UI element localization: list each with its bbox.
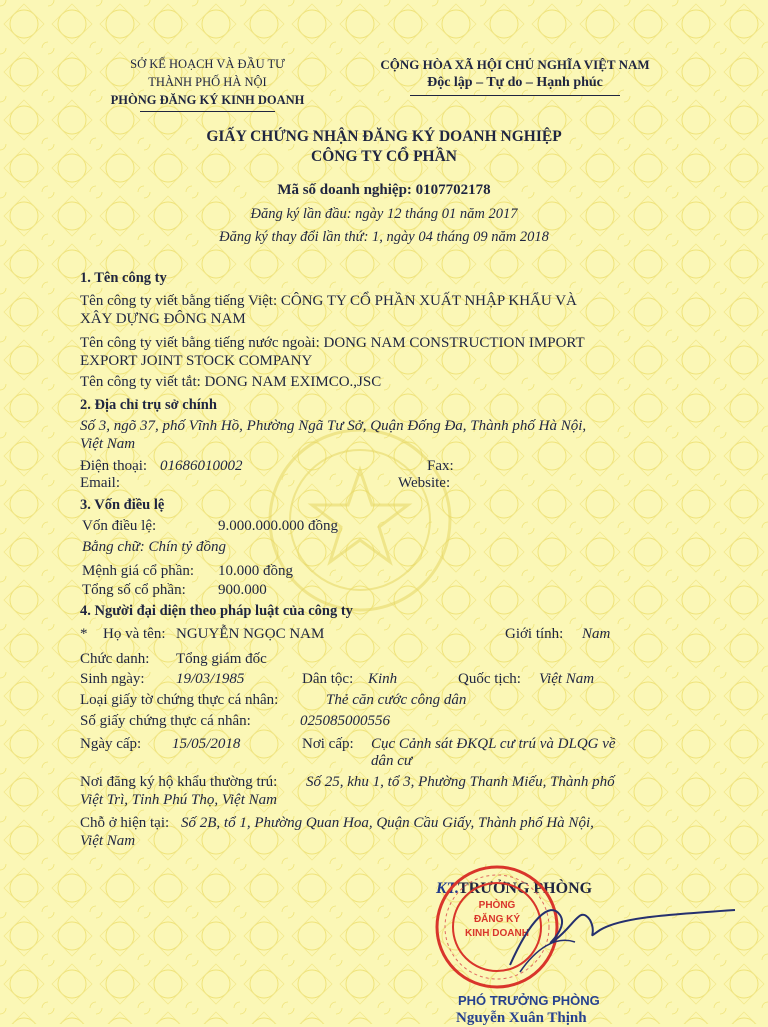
signer-name: Nguyễn Xuân Thịnh bbox=[456, 1010, 587, 1026]
capital-value: 9.000.000.000 đồng bbox=[218, 518, 338, 534]
permanent-address-line-1: Số 25, khu 1, tổ 3, Phường Thanh Miếu, Thành phố bbox=[306, 774, 615, 790]
national-motto: Độc lập – Tự do – Hạnh phúc bbox=[427, 75, 603, 90]
dob-value: 19/03/1985 bbox=[176, 671, 245, 687]
current-address-label: Chỗ ở hiện tại: bbox=[80, 815, 170, 831]
short-name: Tên công ty viết tắt: DONG NAM EXIMCO.,JSC bbox=[80, 374, 382, 390]
current-address-line-1: Số 2B, tổ 1, Phường Quan Hoa, Quận Cầu Giấy, Thành phố Hà Nội, bbox=[181, 815, 594, 831]
permanent-address-line-2: Việt Trì, Tỉnh Phú Thọ, Việt Nam bbox=[80, 792, 277, 808]
issue-place-line-1: Cục Cảnh sát ĐKQL cư trú và DLQG về bbox=[371, 736, 616, 752]
handwritten-signature bbox=[480, 880, 740, 980]
first-registration: Đăng ký lần đầu: ngày 12 tháng 01 năm 2017 bbox=[250, 206, 518, 222]
motto-underline bbox=[410, 95, 620, 96]
phone-label: Điện thoại: bbox=[80, 458, 148, 474]
vietnamese-name-line-2: XÂY DỰNG ĐÔNG NAM bbox=[80, 311, 246, 327]
par-value: 10.000 đồng bbox=[218, 563, 293, 579]
capital-label: Vốn điều lệ: bbox=[82, 518, 157, 534]
phone-value: 01686010002 bbox=[160, 458, 243, 474]
stamp-text-1: PHÒNG bbox=[478, 900, 516, 911]
stamp-text-2: ĐĂNG KÝ bbox=[473, 914, 521, 925]
issue-place-line-2: dân cư bbox=[371, 753, 413, 769]
signature-prefix: KT. bbox=[436, 880, 459, 897]
capital-in-words: Bằng chữ: Chín tỷ đồng bbox=[82, 539, 226, 555]
stamp-text-3: KINH DOANH bbox=[465, 928, 529, 939]
gender-value: Nam bbox=[582, 626, 611, 642]
issue-place-label: Nơi cấp: bbox=[302, 736, 354, 752]
email-label: Email: bbox=[80, 475, 120, 491]
issue-date-value: 15/05/2018 bbox=[172, 736, 241, 752]
foreign-name-line-2: EXPORT JOINT STOCK COMPANY bbox=[80, 353, 313, 369]
vietnamese-name-line-1: Tên công ty viết bằng tiếng Việt: CÔNG TY CỔ PHẦN XUẤT NHẬP KHẨU VÀ bbox=[80, 293, 577, 309]
section-3-heading: 3. Vốn điều lệ bbox=[80, 497, 165, 513]
ethnicity-value: Kinh bbox=[368, 671, 398, 687]
id-type-label: Loại giấy tờ chứng thực cá nhân: bbox=[80, 692, 279, 708]
name-label: Họ và tên: bbox=[103, 626, 166, 642]
section-2-heading: 2. Địa chỉ trụ sở chính bbox=[80, 397, 217, 413]
current-address-line-2: Việt Nam bbox=[80, 833, 136, 849]
permanent-address-label: Nơi đăng ký hộ khẩu thường trú: bbox=[80, 774, 278, 790]
change-registration: Đăng ký thay đổi lần thứ: 1, ngày 04 tháng 09 năm 2018 bbox=[219, 229, 549, 245]
par-value-label: Mệnh giá cổ phần: bbox=[82, 563, 195, 579]
agency-line-2: THÀNH PHỐ HÀ NỘI bbox=[148, 75, 267, 89]
fax-label: Fax: bbox=[427, 458, 454, 474]
representative-name: NGUYỄN NGỌC NAM bbox=[176, 626, 325, 642]
nationality-label: Quốc tịch: bbox=[458, 671, 521, 687]
enterprise-code: Mã số doanh nghiệp: 0107702178 bbox=[277, 182, 491, 198]
address-line-1: Số 3, ngõ 37, phố Vĩnh Hồ, Phường Ngã Tư Sở, Quận Đống Đa, Thành phố Hà Nội, bbox=[80, 418, 587, 434]
agency-underline bbox=[140, 111, 275, 112]
agency-line-3: PHÒNG ĐĂNG KÝ KINH DOANH bbox=[110, 93, 305, 107]
id-number-label: Số giấy chứng thực cá nhân: bbox=[80, 713, 251, 729]
section-1-heading: 1. Tên công ty bbox=[80, 270, 167, 286]
signer-title: TRƯỞNG PHÒNG bbox=[458, 880, 593, 897]
id-number-value: 025085000556 bbox=[300, 713, 390, 729]
website-label: Website: bbox=[398, 475, 451, 491]
id-type-value: Thẻ căn cước công dân bbox=[326, 692, 467, 708]
position-label: Chức danh: bbox=[80, 651, 150, 667]
total-shares-label: Tổng số cổ phần: bbox=[82, 582, 186, 598]
dob-label: Sinh ngày: bbox=[80, 671, 145, 687]
ethnicity-label: Dân tộc: bbox=[302, 671, 354, 687]
certificate-title: GIẤY CHỨNG NHẬN ĐĂNG KÝ DOANH NGHIỆP bbox=[206, 128, 562, 145]
position-value: Tổng giám đốc bbox=[176, 651, 267, 667]
agency-line-1: SỞ KẾ HOẠCH VÀ ĐẦU TƯ bbox=[130, 57, 285, 71]
deputy-title: PHÓ TRƯỞNG PHÒNG bbox=[458, 993, 600, 1008]
republic-name: CỘNG HÒA XÃ HỘI CHỦ NGHĨA VIỆT NAM bbox=[380, 57, 650, 72]
foreign-name-line-1: Tên công ty viết bằng tiếng nước ngoài: DONG NAM CONSTRUCTION IMPORT bbox=[80, 335, 585, 351]
nationality-value: Việt Nam bbox=[539, 671, 595, 687]
address-line-2: Việt Nam bbox=[80, 436, 136, 452]
issue-date-label: Ngày cấp: bbox=[80, 736, 142, 752]
gender-label: Giới tính: bbox=[505, 626, 564, 642]
bullet-star: * bbox=[80, 626, 88, 642]
company-type: CÔNG TY CỔ PHẦN bbox=[311, 148, 457, 165]
total-shares-value: 900.000 bbox=[218, 582, 267, 598]
section-4-heading: 4. Người đại diện theo pháp luật của công ty bbox=[80, 603, 353, 619]
